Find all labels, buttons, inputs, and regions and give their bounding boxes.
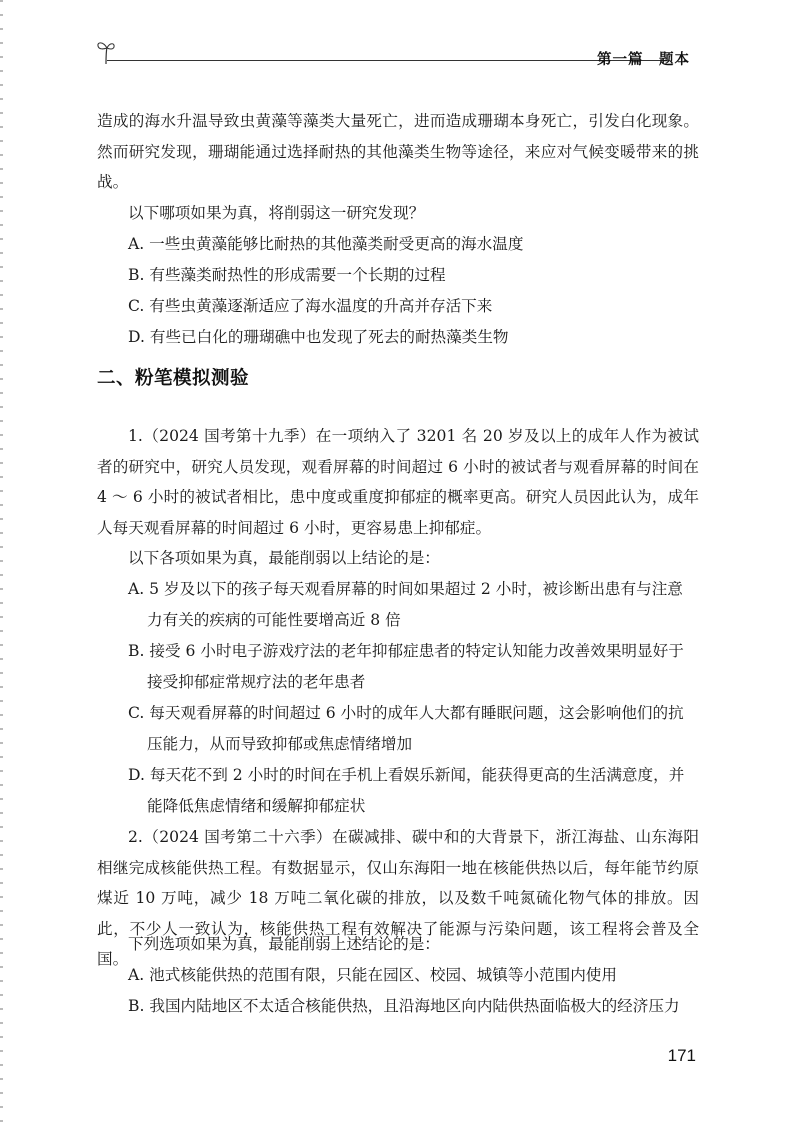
option-d: D. 有些已白化的珊瑚礁中也发现了死去的耐热藻类生物 bbox=[128, 328, 509, 346]
q1-option-c-line1: C. 每天观看屏幕的时间超过 6 小时的成年人大都有睡眠问题，这会影响他们的抗 bbox=[128, 704, 684, 722]
q2-question: 下列选项如果为真，最能削弱上述结论的是： bbox=[128, 935, 440, 953]
q1-question: 以下各项如果为真，最能削弱以上结论的是： bbox=[128, 549, 440, 567]
q1-option-c bbox=[128, 698, 698, 759]
q1-option-b-line2: 接受抑郁症常规疗法的老年患者 bbox=[147, 672, 366, 691]
q1-option-c-line2: 压能力，从而导致抑郁或焦虑情绪增加 bbox=[147, 734, 413, 753]
q1-option-b bbox=[128, 636, 698, 697]
q1-option-a-line2: 力有关的疾病的可能性要增高近 8 倍 bbox=[147, 610, 401, 629]
q1-option-d-line2: 能降低焦虑情绪和缓解抑郁症状 bbox=[147, 796, 366, 815]
header-rule bbox=[107, 60, 667, 61]
option-b: B. 有些藻类耐热性的形成需要一个长期的过程 bbox=[128, 266, 446, 284]
header-title: 第一篇 题本 bbox=[597, 52, 690, 68]
q1-option-d bbox=[128, 760, 698, 821]
q1-option-a bbox=[128, 574, 698, 635]
q2-stem: 2.（2024 国考第二十六季）在碳减排、碳中和的大背景下，浙江海盐、山东海阳相继完成核能供热工程。有数据显示，仅山东海阳一地在核能供热以后，每年能节约原煤近 10 万吨，减少 18 万吨二氧化碳的排放，以及数千吨氮硫化物气体的排放。因此，不少人一致认为，核能供热工程有效解决了能源与污染问题，该工程将会普及全国。 bbox=[97, 828, 699, 969]
option-a: A. 一些虫黄藻能够比耐热的其他藻类耐受更高的海水温度 bbox=[128, 235, 524, 253]
q2-option-a: A. 池式核能供热的范围有限，只能在园区、校园、城镇等小范围内使用 bbox=[128, 966, 617, 984]
q1-stem: 1.（2024 国考第十九季）在一项纳入了 3201 名 20 岁及以上的成年人作为被试者的研究中，研究人员发现，观看屏幕的时间超过 6 小时的被试者与观看屏幕的时间在 4 ～ 6 小时的被试者相比，患中度或重度抑郁症的概率更高。研究人员因此认为，成年人每天观看屏幕的时间超过 6 小时，更容易患上抑郁症。 bbox=[97, 427, 699, 537]
q1-option-a-line1: A. 5 岁及以下的孩子每天观看屏幕的时间如果超过 2 小时，被诊断出患有与注意 bbox=[128, 580, 683, 598]
sprout-icon bbox=[95, 38, 117, 66]
question-prompt: 以下哪项如果为真，将削弱这一研究发现？ bbox=[128, 204, 425, 222]
running-header bbox=[95, 38, 695, 68]
page-number: 171 bbox=[667, 1046, 696, 1065]
q1-option-b-line1: B. 接受 6 小时电子游戏疗法的老年抑郁症患者的特定认知能力改善效果明显好于 bbox=[128, 642, 684, 660]
page-edge bbox=[0, 0, 3, 1130]
continuation-paragraph: 造成的海水升温导致虫黄藻等藻类大量死亡，进而造成珊瑚本身死亡，引发白化现象。然而研究发现，珊瑚能通过选择耐热的其他藻类生物等途径，来应对气候变暖带来的挑战。 bbox=[97, 112, 699, 192]
option-c: C. 有些虫黄藻逐渐适应了海水温度的升高并存活下来 bbox=[128, 297, 493, 315]
section-heading: 二、粉笔模拟测验 bbox=[97, 368, 250, 389]
q2-option-b: B. 我国内陆地区不太适合核能供热，且沿海地区向内陆供热面临极大的经济压力 bbox=[128, 997, 680, 1015]
q1-option-d-line1: D. 每天花不到 2 小时的时间在手机上看娱乐新闻，能获得更高的生活满意度，并 bbox=[128, 766, 685, 784]
